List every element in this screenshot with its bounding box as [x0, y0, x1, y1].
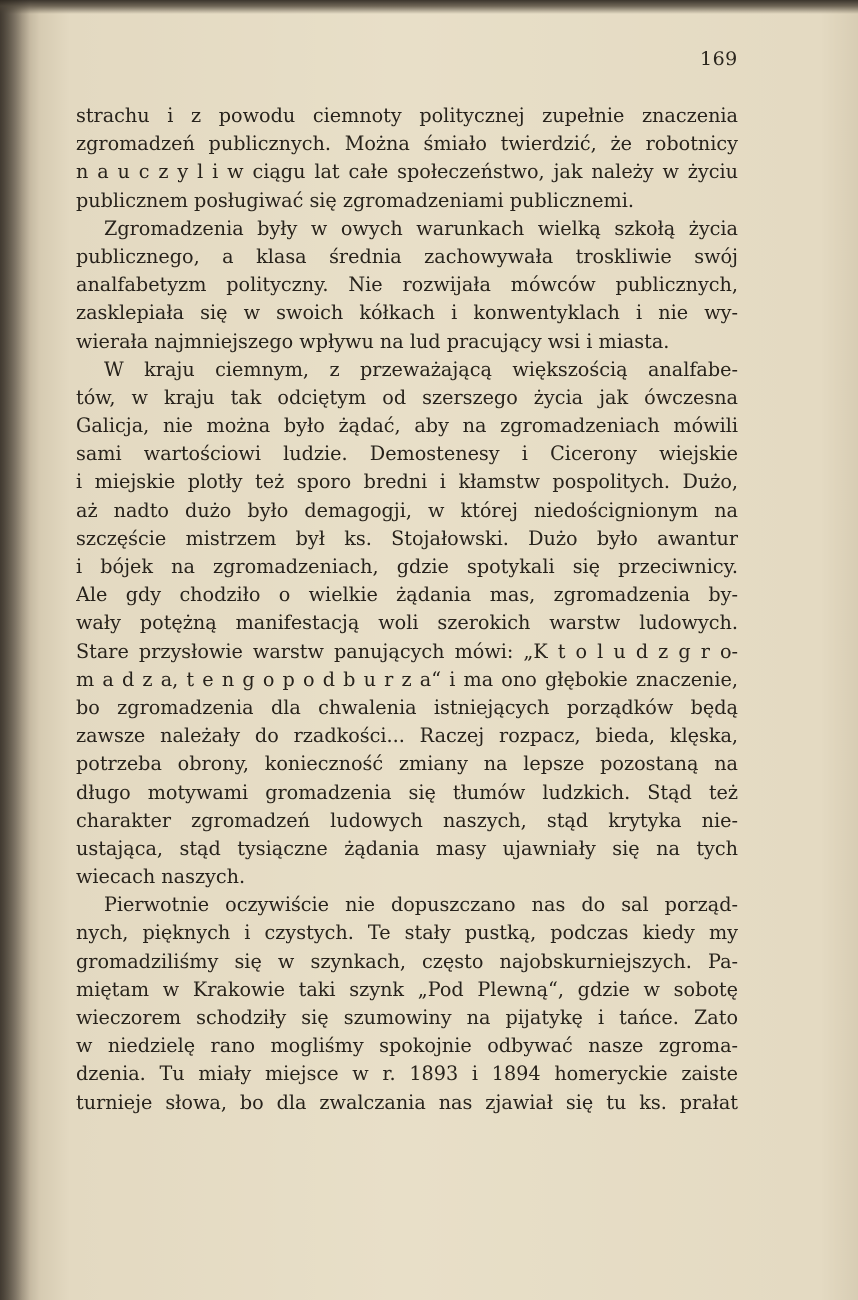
text-line: w niedzielę rano mogliśmy spokojnie odbywać nasze zgroma- — [76, 1034, 738, 1058]
text-line: n a u c z y l i w ciągu lat całe społeczeństwo, jak należy w życiu — [76, 160, 738, 184]
text-line: potrzeba obrony, konieczność zmiany na lepsze pozostaną na — [76, 752, 738, 776]
text-line: strachu i z powodu ciemnoty politycznej zupełnie znaczenia — [76, 104, 738, 127]
text-line: i miejskie plotły też sporo bredni i kłamstw pospolitych. Dużo, — [76, 470, 738, 494]
text-line: Stare przysłowie warstw panujących mówi: „K t o l u d z g r o- — [76, 639, 738, 663]
text-line: bo zgromadzenia dla chwalenia istniejących porządków będą — [76, 695, 738, 719]
text-line: wieczorem schodziły się szumowiny na pijatykę i tańce. Zato — [76, 1006, 738, 1029]
text-line: turnieje słowa, bo dla zwalczania nas zjawiał się tu ks. prałat — [76, 1090, 738, 1114]
text-line: Galicja, nie można było żądać, aby na zgromadzeniach mówili — [76, 414, 738, 438]
text-line: wiecach naszych. — [76, 865, 246, 889]
text-line: publicznego, a klasa średnia zachowywała troskliwie swój — [76, 244, 738, 268]
text-line: publicznem posługiwać się zgromadzeniami publicznemi. — [76, 188, 634, 212]
text-line: ustająca, stąd tysiączne żądania masy ujawniały się na tych — [76, 836, 738, 860]
page-number: 169 — [700, 48, 738, 70]
text-line: W kraju ciemnym, z przeważającą większością analfabe- — [104, 357, 738, 381]
text-line: m a d z a, t e n g o p o d b u r z a“ i ma ono głębokie znaczenie, — [76, 667, 738, 691]
text-line: zgromadzeń publicznych. Można śmiało twierdzić, że robotnicy — [76, 132, 738, 156]
text-line: wały potężną manifestacją woli szerokich warstw ludowych. — [76, 611, 738, 635]
text-line: Ale gdy chodziło o wielkie żądania mas, zgromadzenia by- — [76, 583, 738, 607]
text-line: zawsze należały do rzadkości... Raczej rozpacz, bieda, klęska, — [76, 724, 738, 748]
text-line: tów, w kraju tak odciętym od szerszego życia jak ówczesna — [76, 385, 738, 409]
text-line: długo motywami gromadzenia się tłumów ludzkich. Stąd też — [76, 780, 738, 804]
text-line: sami wartościowi ludzie. Demostenesy i Cicerony wiejskie — [76, 442, 738, 466]
text-line: szczęście mistrzem był ks. Stojałowski. Dużo było awantur — [76, 526, 738, 550]
text-line: Zgromadzenia były w owych warunkach wielką szkołą życia — [104, 216, 738, 240]
body-text — [76, 102, 738, 1117]
text-line: gromadziliśmy się w szynkach, często najobskurniejszych. Pa- — [76, 949, 738, 973]
text-line: Pierwotnie oczywiście nie dopuszczano nas do sal porząd- — [104, 893, 738, 917]
text-line: dzenia. Tu miały miejsce w r. 1893 i 1894 homeryckie zaiste — [76, 1062, 738, 1086]
text-line: i bójek na zgromadzeniach, gdzie spotykali się przeciwnicy. — [76, 555, 738, 578]
text-line: miętam w Krakowie taki szynk „Pod Plewną“, gdzie w sobotę — [76, 977, 738, 1001]
text-line: nych, pięknych i czystych. Te stały pustką, podczas kiedy my — [76, 921, 738, 945]
text-line: wierała najmniejszego wpływu na lud pracujący wsi i miasta. — [76, 329, 670, 353]
text-line: aż nadto dużo było demagogji, w której niedoścignionym na — [76, 498, 738, 522]
text-line: analfabetyzm polityczny. Nie rozwijała mówców publicznych, — [76, 273, 738, 297]
text-line: zasklepiała się w swoich kółkach i konwentyklach i nie wy- — [76, 301, 738, 325]
text-line: charakter zgromadzeń ludowych naszych, stąd krytyka nie- — [76, 808, 738, 832]
